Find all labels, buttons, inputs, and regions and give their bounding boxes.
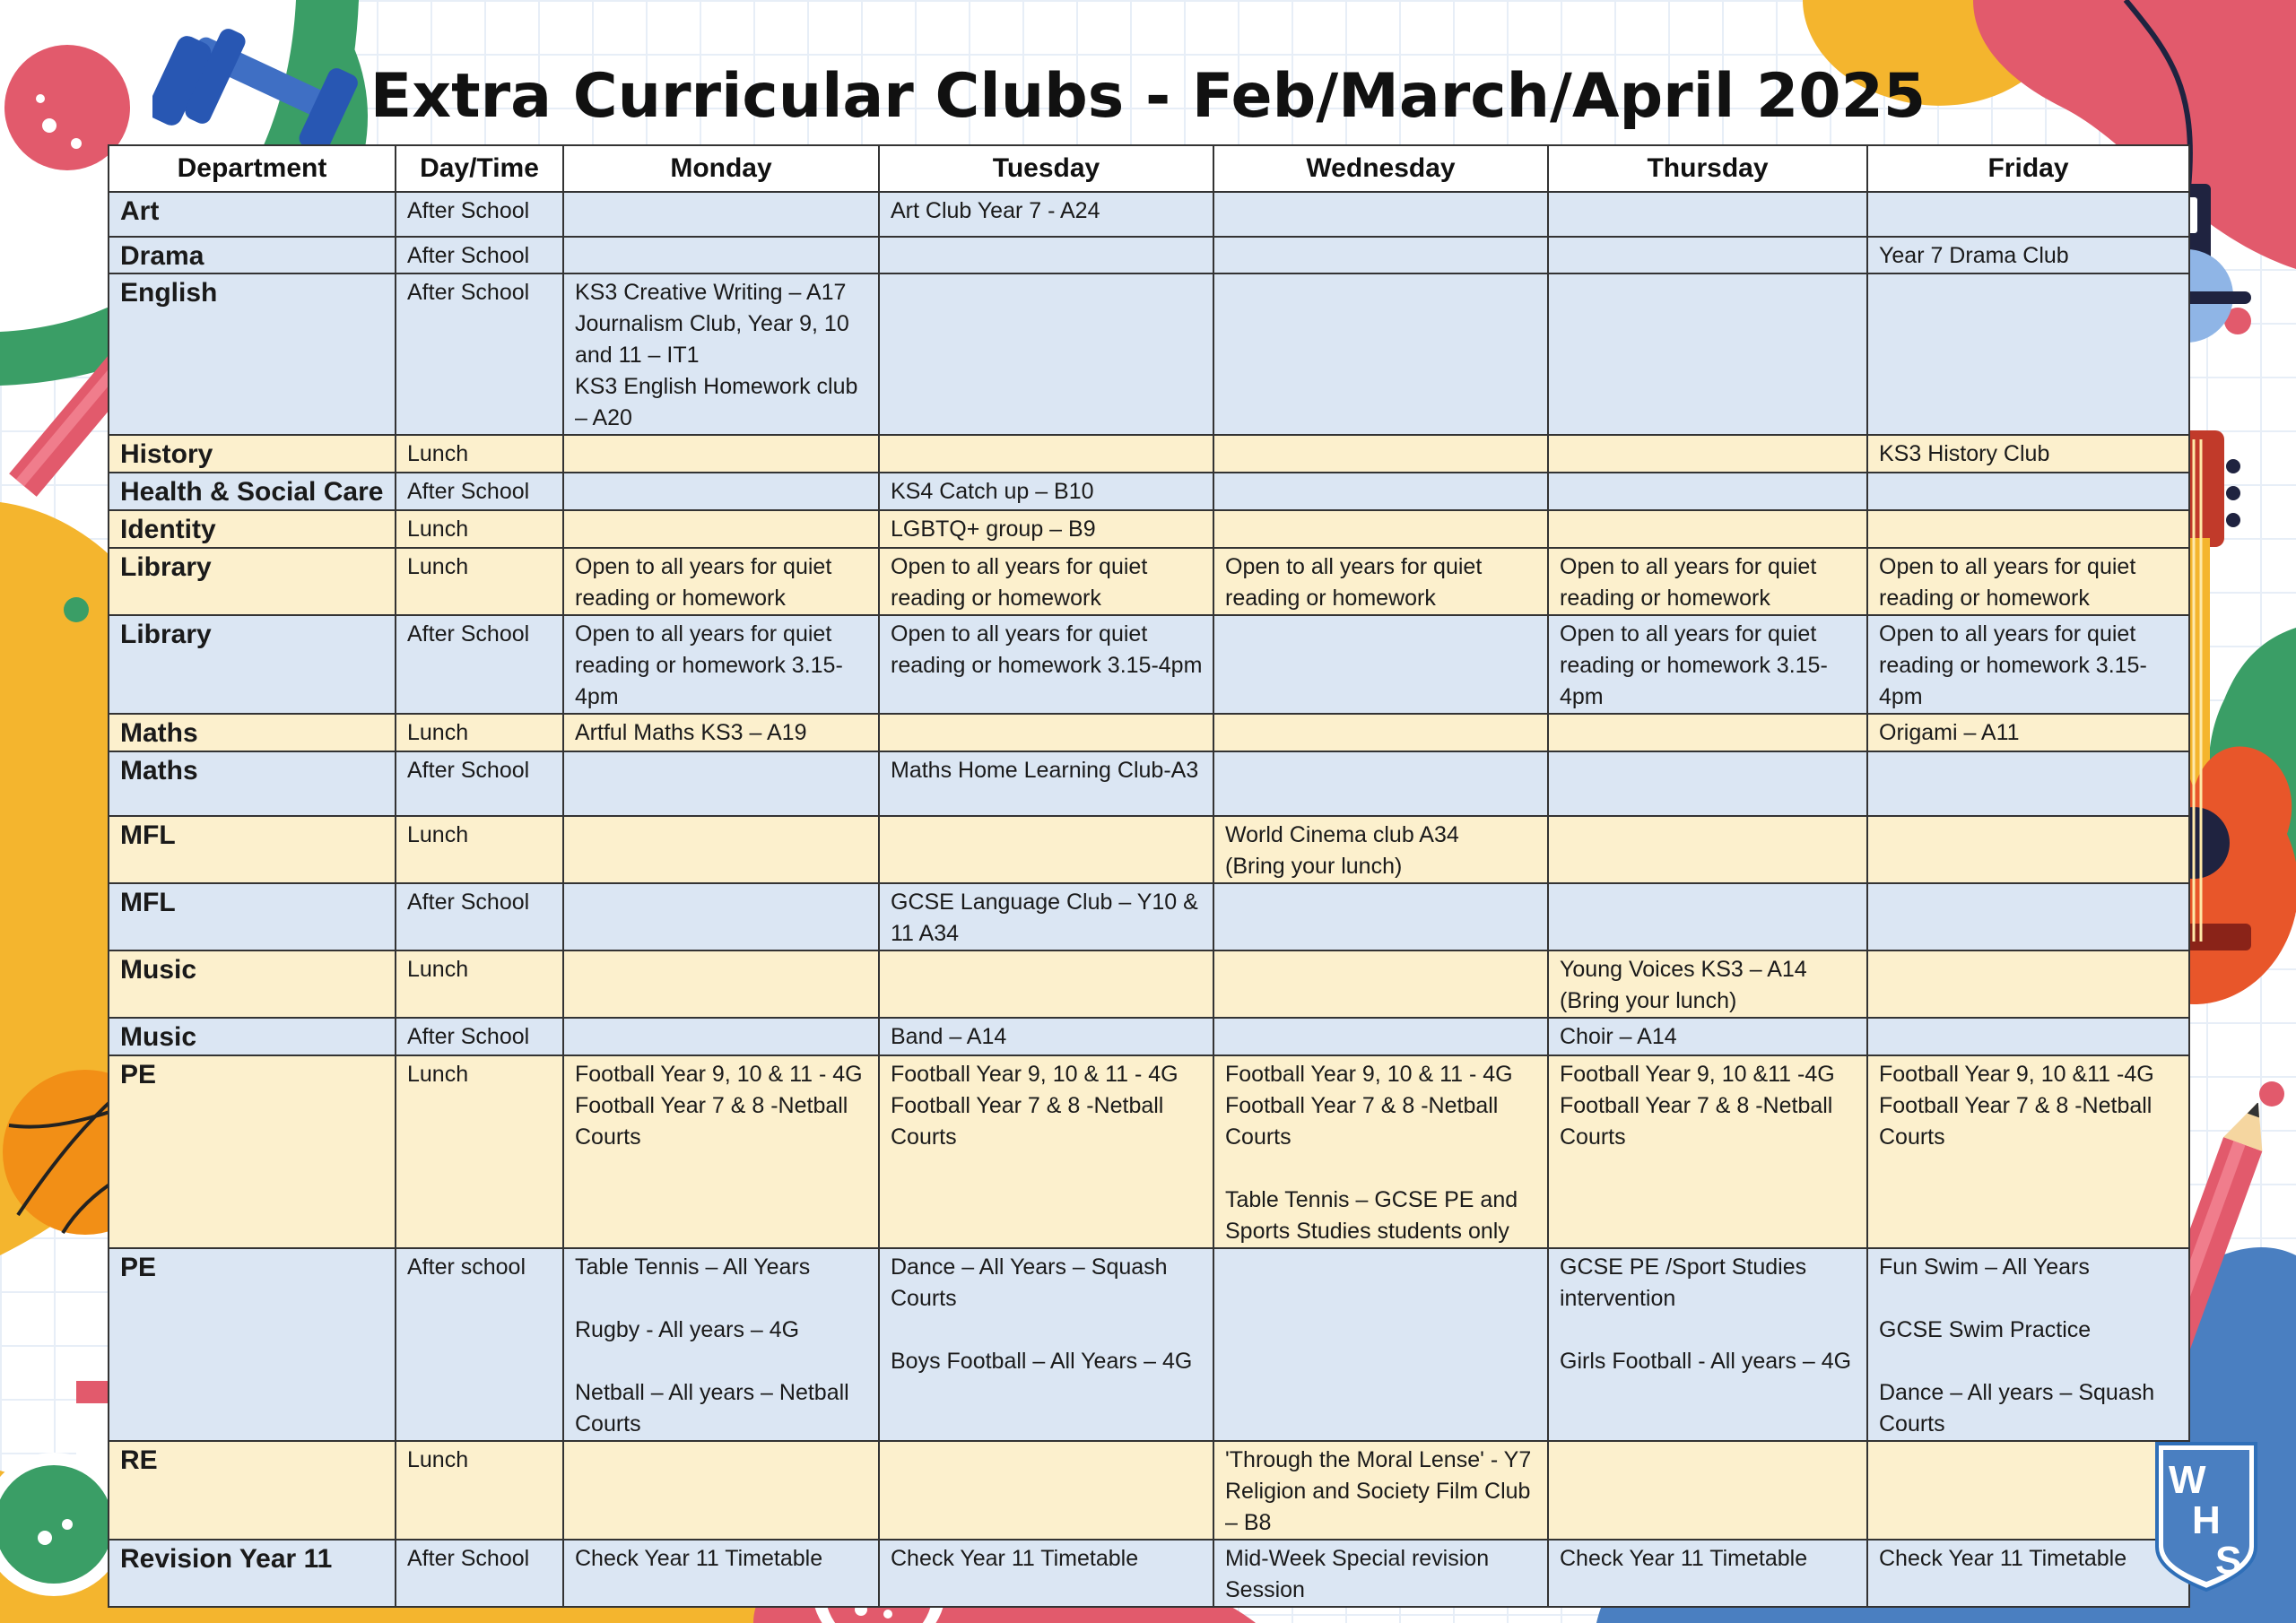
table-row	[109, 192, 2189, 237]
thursday-cell: Football Year 9, 10 &11 -4G Football Year 7 & 8 -Netball Courts	[1548, 1055, 1867, 1248]
day-time-cell: After School	[396, 751, 563, 816]
monday-cell: KS3 Creative Writing – A17 Journalism Club, Year 9, 10 and 11 – IT1 KS3 English Homework club – A20	[563, 273, 879, 435]
department-cell: Drama	[109, 237, 396, 273]
thursday-cell	[1548, 510, 1867, 548]
tuesday-cell	[879, 714, 1213, 751]
day-time-cell: After School	[396, 237, 563, 273]
tuesday-cell	[879, 1441, 1213, 1540]
wednesday-cell	[1213, 1248, 1548, 1441]
department-cell: Art	[109, 192, 396, 237]
wednesday-cell	[1213, 435, 1548, 473]
thursday-cell: GCSE PE /Sport Studies intervention Girls Football - All years – 4G	[1548, 1248, 1867, 1441]
wednesday-cell	[1213, 883, 1548, 950]
thursday-cell	[1548, 1441, 1867, 1540]
friday-cell: Origami – A11	[1867, 714, 2189, 751]
friday-cell	[1867, 751, 2189, 816]
day-time-cell: Lunch	[396, 950, 563, 1018]
department-cell: Health & Social Care	[109, 473, 396, 510]
tuesday-cell: Art Club Year 7 - A24	[879, 192, 1213, 237]
monday-cell: Artful Maths KS3 – A19	[563, 714, 879, 751]
table-row	[109, 714, 2189, 751]
tuesday-cell: Open to all years for quiet reading or homework 3.15-4pm	[879, 615, 1213, 714]
table-row	[109, 751, 2189, 816]
table-row	[109, 950, 2189, 1018]
day-time-cell: After School	[396, 273, 563, 435]
department-cell: MFL	[109, 883, 396, 950]
department-cell: English	[109, 273, 396, 435]
friday-cell	[1867, 192, 2189, 237]
monday-cell	[563, 1441, 879, 1540]
header-row	[109, 145, 2189, 192]
tuesday-cell: Dance – All Years – Squash Courts Boys Football – All Years – 4G	[879, 1248, 1213, 1441]
table-row	[109, 473, 2189, 510]
table-row	[109, 883, 2189, 950]
day-time-cell: After School	[396, 883, 563, 950]
tuesday-cell	[879, 950, 1213, 1018]
monday-cell	[563, 950, 879, 1018]
day-time-cell: After School	[396, 1018, 563, 1055]
monday-cell	[563, 435, 879, 473]
monday-cell	[563, 237, 879, 273]
tuesday-cell: Check Year 11 Timetable	[879, 1540, 1213, 1607]
header-wednesday: Wednesday	[1213, 145, 1548, 192]
tuesday-cell: Band – A14	[879, 1018, 1213, 1055]
table-row	[109, 510, 2189, 548]
wednesday-cell: Football Year 9, 10 & 11 - 4G Football Year 7 & 8 -Netball Courts Table Tennis – GCSE PE and Sports Studies students only	[1213, 1055, 1548, 1248]
page-title: Extra Curricular Clubs - Feb/March/April 2025	[370, 61, 1926, 132]
header-department: Department	[109, 145, 396, 192]
department-cell: PE	[109, 1055, 396, 1248]
department-cell: Library	[109, 615, 396, 714]
tuesday-cell	[879, 237, 1213, 273]
school-crest-icon	[2152, 1439, 2260, 1592]
tuesday-cell	[879, 435, 1213, 473]
wednesday-cell	[1213, 237, 1548, 273]
monday-cell	[563, 192, 879, 237]
department-cell: Revision Year 11	[109, 1540, 396, 1607]
wednesday-cell: Open to all years for quiet reading or homework	[1213, 548, 1548, 615]
thursday-cell: Open to all years for quiet reading or homework	[1548, 548, 1867, 615]
monday-cell: Open to all years for quiet reading or homework	[563, 548, 879, 615]
table-row	[109, 615, 2189, 714]
friday-cell	[1867, 883, 2189, 950]
monday-cell	[563, 1018, 879, 1055]
friday-cell: Open to all years for quiet reading or homework	[1867, 548, 2189, 615]
friday-cell: Year 7 Drama Club	[1867, 237, 2189, 273]
friday-cell	[1867, 473, 2189, 510]
day-time-cell: After school	[396, 1248, 563, 1441]
wednesday-cell	[1213, 714, 1548, 751]
friday-cell	[1867, 273, 2189, 435]
thursday-cell: Open to all years for quiet reading or homework 3.15-4pm	[1548, 615, 1867, 714]
wednesday-cell	[1213, 1018, 1548, 1055]
tuesday-cell: Maths Home Learning Club-A3	[879, 751, 1213, 816]
thursday-cell	[1548, 473, 1867, 510]
thursday-cell	[1548, 192, 1867, 237]
tuesday-cell: LGBTQ+ group – B9	[879, 510, 1213, 548]
monday-cell	[563, 816, 879, 883]
header-friday: Friday	[1867, 145, 2189, 192]
department-cell: Library	[109, 548, 396, 615]
crest-letter-w: W	[2169, 1458, 2206, 1502]
table-row	[109, 1248, 2189, 1441]
thursday-cell	[1548, 273, 1867, 435]
table-row	[109, 273, 2189, 435]
day-time-cell: Lunch	[396, 1055, 563, 1248]
department-cell: MFL	[109, 816, 396, 883]
wednesday-cell: World Cinema club A34 (Bring your lunch)	[1213, 816, 1548, 883]
friday-cell	[1867, 1018, 2189, 1055]
wednesday-cell: Mid-Week Special revision Session	[1213, 1540, 1548, 1607]
wednesday-cell	[1213, 192, 1548, 237]
table-row	[109, 237, 2189, 273]
friday-cell	[1867, 816, 2189, 883]
wednesday-cell	[1213, 615, 1548, 714]
day-time-cell: After School	[396, 473, 563, 510]
thursday-cell	[1548, 714, 1867, 751]
tuesday-cell	[879, 816, 1213, 883]
tuesday-cell: GCSE Language Club – Y10 & 11 A34	[879, 883, 1213, 950]
friday-cell: Football Year 9, 10 &11 -4G Football Year 7 & 8 -Netball Courts	[1867, 1055, 2189, 1248]
wednesday-cell	[1213, 950, 1548, 1018]
table-row	[109, 1018, 2189, 1055]
department-cell: Identity	[109, 510, 396, 548]
department-cell: PE	[109, 1248, 396, 1441]
day-time-cell: Lunch	[396, 435, 563, 473]
day-time-cell: After School	[396, 192, 563, 237]
department-cell: Maths	[109, 751, 396, 816]
thursday-cell	[1548, 435, 1867, 473]
day-time-cell: Lunch	[396, 1441, 563, 1540]
day-time-cell: Lunch	[396, 548, 563, 615]
department-cell: Maths	[109, 714, 396, 751]
friday-cell: Check Year 11 Timetable	[1867, 1540, 2189, 1607]
tuesday-cell: KS4 Catch up – B10	[879, 473, 1213, 510]
monday-cell	[563, 510, 879, 548]
monday-cell: Football Year 9, 10 & 11 - 4G Football Year 7 & 8 -Netball Courts	[563, 1055, 879, 1248]
table-row	[109, 435, 2189, 473]
friday-cell: KS3 History Club	[1867, 435, 2189, 473]
friday-cell: Fun Swim – All Years GCSE Swim Practice Dance – All years – Squash Courts	[1867, 1248, 2189, 1441]
thursday-cell: Young Voices KS3 – A14 (Bring your lunch)	[1548, 950, 1867, 1018]
department-cell: Music	[109, 950, 396, 1018]
tuesday-cell	[879, 273, 1213, 435]
thursday-cell: Check Year 11 Timetable	[1548, 1540, 1867, 1607]
department-cell: History	[109, 435, 396, 473]
department-cell: Music	[109, 1018, 396, 1055]
friday-cell: Open to all years for quiet reading or homework 3.15-4pm	[1867, 615, 2189, 714]
table-row	[109, 816, 2189, 883]
header-monday: Monday	[563, 145, 879, 192]
wednesday-cell	[1213, 751, 1548, 816]
day-time-cell: Lunch	[396, 714, 563, 751]
day-time-cell: Lunch	[396, 816, 563, 883]
thursday-cell	[1548, 816, 1867, 883]
clubs-timetable	[108, 144, 2190, 1608]
crest-letter-s: S	[2215, 1539, 2242, 1583]
monday-cell: Table Tennis – All Years Rugby - All years – 4G Netball – All years – Netball Courts	[563, 1248, 879, 1441]
day-time-cell: Lunch	[396, 510, 563, 548]
thursday-cell	[1548, 237, 1867, 273]
wednesday-cell	[1213, 510, 1548, 548]
header-tuesday: Tuesday	[879, 145, 1213, 192]
wednesday-cell	[1213, 473, 1548, 510]
thursday-cell	[1548, 883, 1867, 950]
day-time-cell: After School	[396, 615, 563, 714]
monday-cell	[563, 883, 879, 950]
wednesday-cell: 'Through the Moral Lense' - Y7 Religion and Society Film Club – B8	[1213, 1441, 1548, 1540]
tuesday-cell: Open to all years for quiet reading or homework	[879, 548, 1213, 615]
thursday-cell	[1548, 751, 1867, 816]
header-thursday: Thursday	[1548, 145, 1867, 192]
monday-cell	[563, 473, 879, 510]
monday-cell: Check Year 11 Timetable	[563, 1540, 879, 1607]
header-day-time: Day/Time	[396, 145, 563, 192]
table-row	[109, 1441, 2189, 1540]
tuesday-cell: Football Year 9, 10 & 11 - 4G Football Year 7 & 8 -Netball Courts	[879, 1055, 1213, 1248]
table-row	[109, 548, 2189, 615]
friday-cell	[1867, 510, 2189, 548]
day-time-cell: After School	[396, 1540, 563, 1607]
wednesday-cell	[1213, 273, 1548, 435]
monday-cell	[563, 751, 879, 816]
table-row	[109, 1540, 2189, 1607]
thursday-cell: Choir – A14	[1548, 1018, 1867, 1055]
crest-letter-h: H	[2192, 1498, 2221, 1542]
friday-cell	[1867, 950, 2189, 1018]
table-row	[109, 1055, 2189, 1248]
friday-cell	[1867, 1441, 2189, 1540]
department-cell: RE	[109, 1441, 396, 1540]
monday-cell: Open to all years for quiet reading or homework 3.15-4pm	[563, 615, 879, 714]
